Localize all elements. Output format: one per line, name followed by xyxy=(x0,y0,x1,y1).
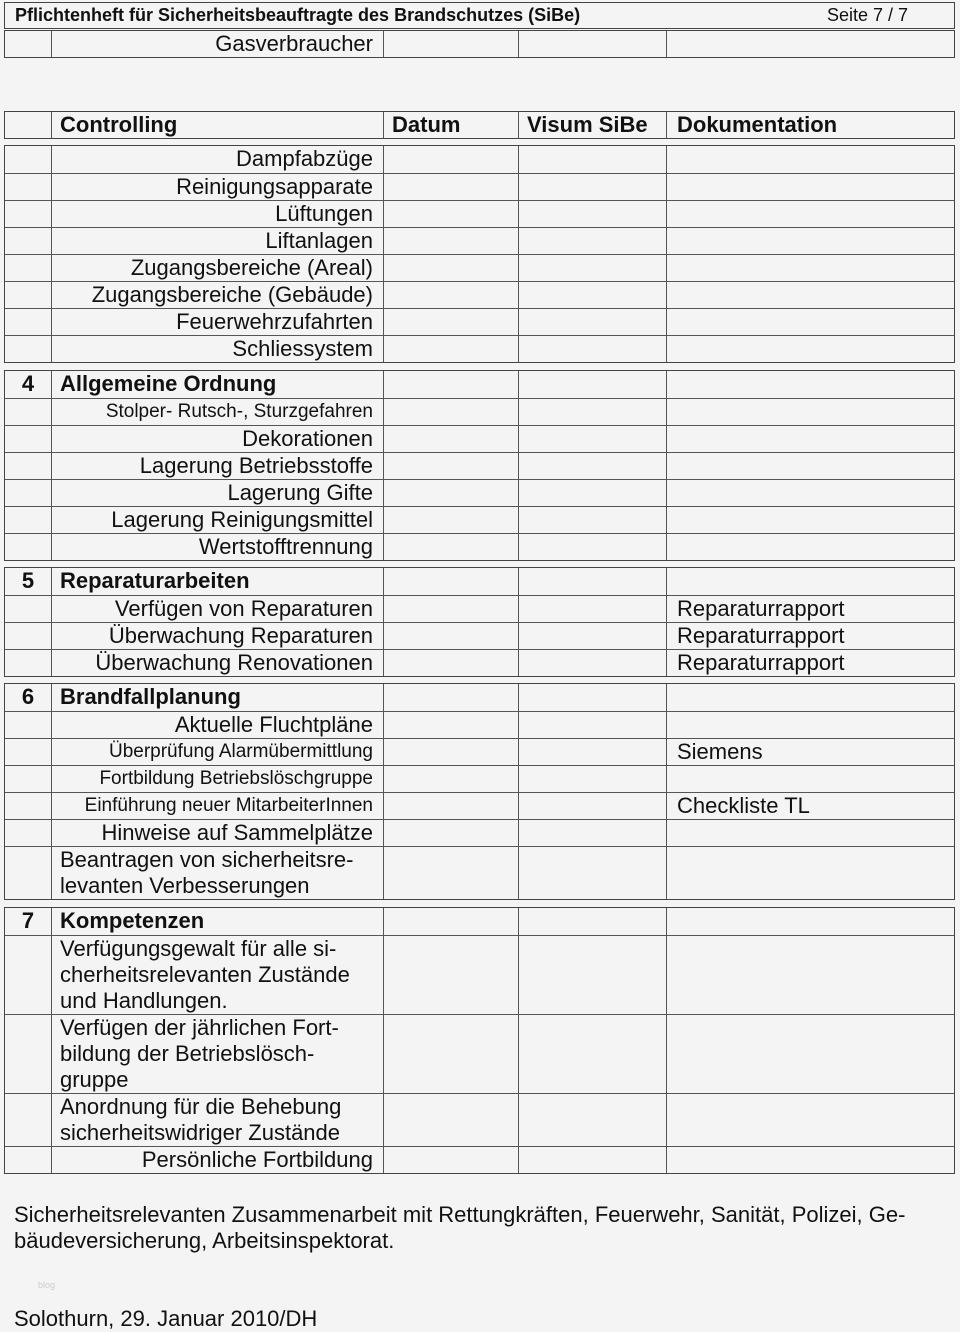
cell-number xyxy=(5,793,51,819)
cell-datum xyxy=(383,371,518,398)
cell-item: Stolper- Rutsch-, Sturzgefahren xyxy=(51,399,383,425)
section-table xyxy=(4,567,955,677)
cell-doku xyxy=(666,426,954,452)
cell-doku xyxy=(666,820,954,846)
section-table xyxy=(4,145,955,363)
header-controlling: Controlling xyxy=(51,112,383,138)
cell-doku xyxy=(666,282,954,308)
column-header-table xyxy=(4,111,955,139)
table-row xyxy=(5,254,954,281)
cell-doku xyxy=(666,309,954,335)
table-row xyxy=(5,649,954,676)
cell-number xyxy=(5,453,51,479)
cell-datum xyxy=(383,336,518,362)
cell-visum xyxy=(518,908,666,935)
cell-item: Lagerung Reinigungsmittel xyxy=(51,507,383,533)
cell-doku: Reparaturrapport xyxy=(666,596,954,622)
document-title: Pflichtenheft für Sicherheitsbeauftragte des Brandschutzes (SiBe) xyxy=(15,5,581,25)
cell-item: Reinigungsapparate xyxy=(51,174,383,200)
cell-doku xyxy=(666,1094,954,1146)
cell-number xyxy=(5,507,51,533)
header-datum: Datum xyxy=(383,112,518,138)
cell-visum xyxy=(518,936,666,1014)
cell-doku xyxy=(666,255,954,281)
cell-datum xyxy=(383,712,518,738)
cell-datum xyxy=(383,480,518,506)
cell-visum xyxy=(518,399,666,425)
cell-doku xyxy=(666,31,954,57)
table-row xyxy=(5,765,954,792)
section-heading-row xyxy=(5,371,954,398)
cell-datum xyxy=(383,623,518,649)
cell-visum xyxy=(518,146,666,173)
table-row xyxy=(5,398,954,425)
cell-doku xyxy=(666,847,954,899)
cell-datum xyxy=(383,146,518,173)
cell-number xyxy=(5,847,51,899)
section-heading-row xyxy=(5,568,954,595)
cell-number xyxy=(5,146,51,173)
cell-item: Verfügen der jährlichen Fort- bildung der Betriebslösch- gruppe xyxy=(51,1015,383,1093)
section-table xyxy=(4,683,955,900)
table-row xyxy=(5,738,954,765)
table-row xyxy=(5,1014,954,1093)
cell-visum xyxy=(518,739,666,765)
cell-datum xyxy=(383,282,518,308)
cell-datum xyxy=(383,936,518,1014)
cell-doku xyxy=(666,507,954,533)
cell-number xyxy=(5,1015,51,1093)
header-visum: Visum SiBe xyxy=(518,112,666,138)
cell-item: Lagerung Gifte xyxy=(51,480,383,506)
cell-number xyxy=(5,1094,51,1146)
cell-doku xyxy=(666,228,954,254)
table-row xyxy=(5,1093,954,1146)
cell-visum xyxy=(518,309,666,335)
cell-doku xyxy=(666,201,954,227)
cell-item: Hinweise auf Sammelplätze xyxy=(51,820,383,846)
cell-number: 7 xyxy=(21,908,35,933)
cell-number xyxy=(5,201,51,227)
cell-doku xyxy=(666,371,954,398)
cell-datum xyxy=(383,507,518,533)
section-heading-row xyxy=(5,908,954,935)
cell-datum xyxy=(383,650,518,676)
cell-doku xyxy=(666,712,954,738)
gas-table xyxy=(4,30,955,58)
cell-visum xyxy=(518,684,666,711)
cell-item: Zugangsbereiche (Areal) xyxy=(51,255,383,281)
cell-number xyxy=(5,336,51,362)
cell-number xyxy=(5,712,51,738)
cell-item: Dampfabzüge xyxy=(51,146,383,173)
table-row xyxy=(5,533,954,560)
cell-datum xyxy=(383,847,518,899)
cell-number xyxy=(5,480,51,506)
cell-datum xyxy=(383,908,518,935)
cell-item: Überprüfung Alarmübermittlung xyxy=(51,739,383,765)
cell-doku: Reparaturrapport xyxy=(666,650,954,676)
cell-datum xyxy=(383,399,518,425)
cell-visum xyxy=(518,201,666,227)
cell-item: Feuerwehrzufahrten xyxy=(51,309,383,335)
table-row xyxy=(5,595,954,622)
cell-item: Liftanlagen xyxy=(51,228,383,254)
cell-visum xyxy=(518,174,666,200)
cell-number xyxy=(5,820,51,846)
cell-visum xyxy=(518,282,666,308)
cell-visum xyxy=(518,426,666,452)
cell-visum xyxy=(518,650,666,676)
table-row xyxy=(5,200,954,227)
cell-doku xyxy=(666,1015,954,1093)
cell-item: Fortbildung Betriebslöschgruppe xyxy=(51,766,383,792)
cell-number xyxy=(5,228,51,254)
cell-doku xyxy=(666,336,954,362)
cell-item: Verfügungsgewalt für alle si- cherheitsrelevanten Zustände und Handlungen. xyxy=(51,936,383,1014)
cell-number xyxy=(5,1147,51,1173)
cell-number xyxy=(5,623,51,649)
cell-visum xyxy=(518,766,666,792)
cell-visum xyxy=(518,847,666,899)
cell-number: 4 xyxy=(21,371,35,396)
cell-item: Allgemeine Ordnung xyxy=(51,371,383,398)
cell-number xyxy=(5,31,51,57)
cell-item: Überwachung Renovationen xyxy=(51,650,383,676)
cell-number xyxy=(5,309,51,335)
cell-doku xyxy=(666,766,954,792)
cell-visum xyxy=(518,1147,666,1173)
cell-datum xyxy=(383,228,518,254)
table-row xyxy=(5,281,954,308)
cell-visum xyxy=(518,31,666,57)
cell-visum xyxy=(518,453,666,479)
cell-number xyxy=(5,936,51,1014)
cell-datum xyxy=(383,534,518,560)
cell-doku: Checkliste TL xyxy=(666,793,954,819)
cell-datum xyxy=(383,820,518,846)
table-row xyxy=(5,308,954,335)
cell-visum xyxy=(518,336,666,362)
cell-visum xyxy=(518,596,666,622)
section-heading-row xyxy=(5,684,954,711)
table-row xyxy=(5,146,954,173)
cell-doku xyxy=(666,684,954,711)
cell-visum xyxy=(518,712,666,738)
cell-doku xyxy=(666,453,954,479)
cell-item: Brandfallplanung xyxy=(51,684,383,711)
cell-doku xyxy=(666,568,954,595)
header-number xyxy=(5,112,51,138)
table-row xyxy=(5,506,954,533)
cell-number xyxy=(5,255,51,281)
cell-visum xyxy=(518,507,666,533)
cell-visum xyxy=(518,480,666,506)
cell-item: Beantragen von sicherheitsre- levanten Verbesserungen xyxy=(51,847,383,899)
table-row xyxy=(5,173,954,200)
table-row xyxy=(5,819,954,846)
cell-doku: Siemens xyxy=(666,739,954,765)
cell-item: Gasverbraucher xyxy=(51,31,383,57)
cell-doku: Reparaturrapport xyxy=(666,623,954,649)
cell-doku xyxy=(666,146,954,173)
cell-doku xyxy=(666,936,954,1014)
cell-datum xyxy=(383,426,518,452)
cell-item: Reparaturarbeiten xyxy=(51,568,383,595)
cell-datum xyxy=(383,255,518,281)
cell-item: Kompetenzen xyxy=(51,908,383,935)
table-row xyxy=(5,792,954,819)
table-row xyxy=(5,479,954,506)
table-row xyxy=(5,227,954,254)
cell-doku xyxy=(666,174,954,200)
cell-doku xyxy=(666,399,954,425)
cell-datum xyxy=(383,453,518,479)
cell-visum xyxy=(518,1094,666,1146)
cell-datum xyxy=(383,793,518,819)
cell-number xyxy=(5,282,51,308)
cell-item: Aktuelle Fluchtpläne xyxy=(51,712,383,738)
cell-number xyxy=(5,174,51,200)
cell-item: Verfügen von Reparaturen xyxy=(51,596,383,622)
cell-datum xyxy=(383,739,518,765)
table-row xyxy=(5,425,954,452)
cell-doku xyxy=(666,534,954,560)
cell-datum xyxy=(383,1147,518,1173)
cell-datum xyxy=(383,568,518,595)
table-row xyxy=(5,452,954,479)
cell-number xyxy=(5,399,51,425)
cell-datum xyxy=(383,174,518,200)
cell-visum xyxy=(518,1015,666,1093)
cell-visum xyxy=(518,793,666,819)
table-row xyxy=(5,622,954,649)
cell-number xyxy=(5,650,51,676)
cell-visum xyxy=(518,623,666,649)
cell-item: Einführung neuer MitarbeiterInnen xyxy=(51,793,383,819)
cell-number: 5 xyxy=(21,568,35,593)
cell-datum xyxy=(383,309,518,335)
cell-visum xyxy=(518,568,666,595)
cell-visum xyxy=(518,534,666,560)
cell-item: Überwachung Reparaturen xyxy=(51,623,383,649)
cell-number xyxy=(5,534,51,560)
page-header xyxy=(4,2,955,29)
table-row xyxy=(5,335,954,362)
cell-number xyxy=(5,426,51,452)
cell-item: Dekorationen xyxy=(51,426,383,452)
column-header-row xyxy=(5,112,954,138)
cell-item: Wertstofftrennung xyxy=(51,534,383,560)
table-row xyxy=(5,846,954,899)
signature-line: Solothurn, 29. Januar 2010/DH xyxy=(14,1306,318,1331)
cell-item: Lüftungen xyxy=(51,201,383,227)
cell-datum xyxy=(383,1094,518,1146)
cell-doku xyxy=(666,480,954,506)
table-row xyxy=(5,31,954,57)
cell-number xyxy=(5,739,51,765)
cell-item: Lagerung Betriebsstoffe xyxy=(51,453,383,479)
cell-datum xyxy=(383,31,518,57)
table-row xyxy=(5,1146,954,1173)
footer-paragraph: Sicherheitsrelevanten Zusammenarbeit mit Rettungkräften, Feuerwehr, Sanität, Polizei, Ge- bäudeversicherung, Arbeitsinspektorat. xyxy=(14,1202,906,1253)
cell-datum xyxy=(383,766,518,792)
cell-number: 6 xyxy=(21,684,35,709)
table-row xyxy=(5,935,954,1014)
cell-visum xyxy=(518,820,666,846)
cell-number xyxy=(5,766,51,792)
cell-datum xyxy=(383,1015,518,1093)
cell-visum xyxy=(518,371,666,398)
cell-item: Zugangsbereiche (Gebäude) xyxy=(51,282,383,308)
cell-item: Anordnung für die Behebung sicherheitswidriger Zustände xyxy=(51,1094,383,1146)
cell-datum xyxy=(383,684,518,711)
section-table xyxy=(4,907,955,1174)
cell-visum xyxy=(518,228,666,254)
cell-datum xyxy=(383,596,518,622)
cell-number xyxy=(5,596,51,622)
cell-doku xyxy=(666,908,954,935)
page-number: Seite 7 / 7 xyxy=(826,5,908,25)
header-dokumentation: Dokumentation xyxy=(666,112,954,138)
table-row xyxy=(5,711,954,738)
cell-item: Schliessystem xyxy=(51,336,383,362)
section-table xyxy=(4,370,955,561)
cell-doku xyxy=(666,1147,954,1173)
cell-datum xyxy=(383,201,518,227)
watermark: blog xyxy=(38,1280,56,1290)
cell-visum xyxy=(518,255,666,281)
cell-item: Persönliche Fortbildung xyxy=(51,1147,383,1173)
